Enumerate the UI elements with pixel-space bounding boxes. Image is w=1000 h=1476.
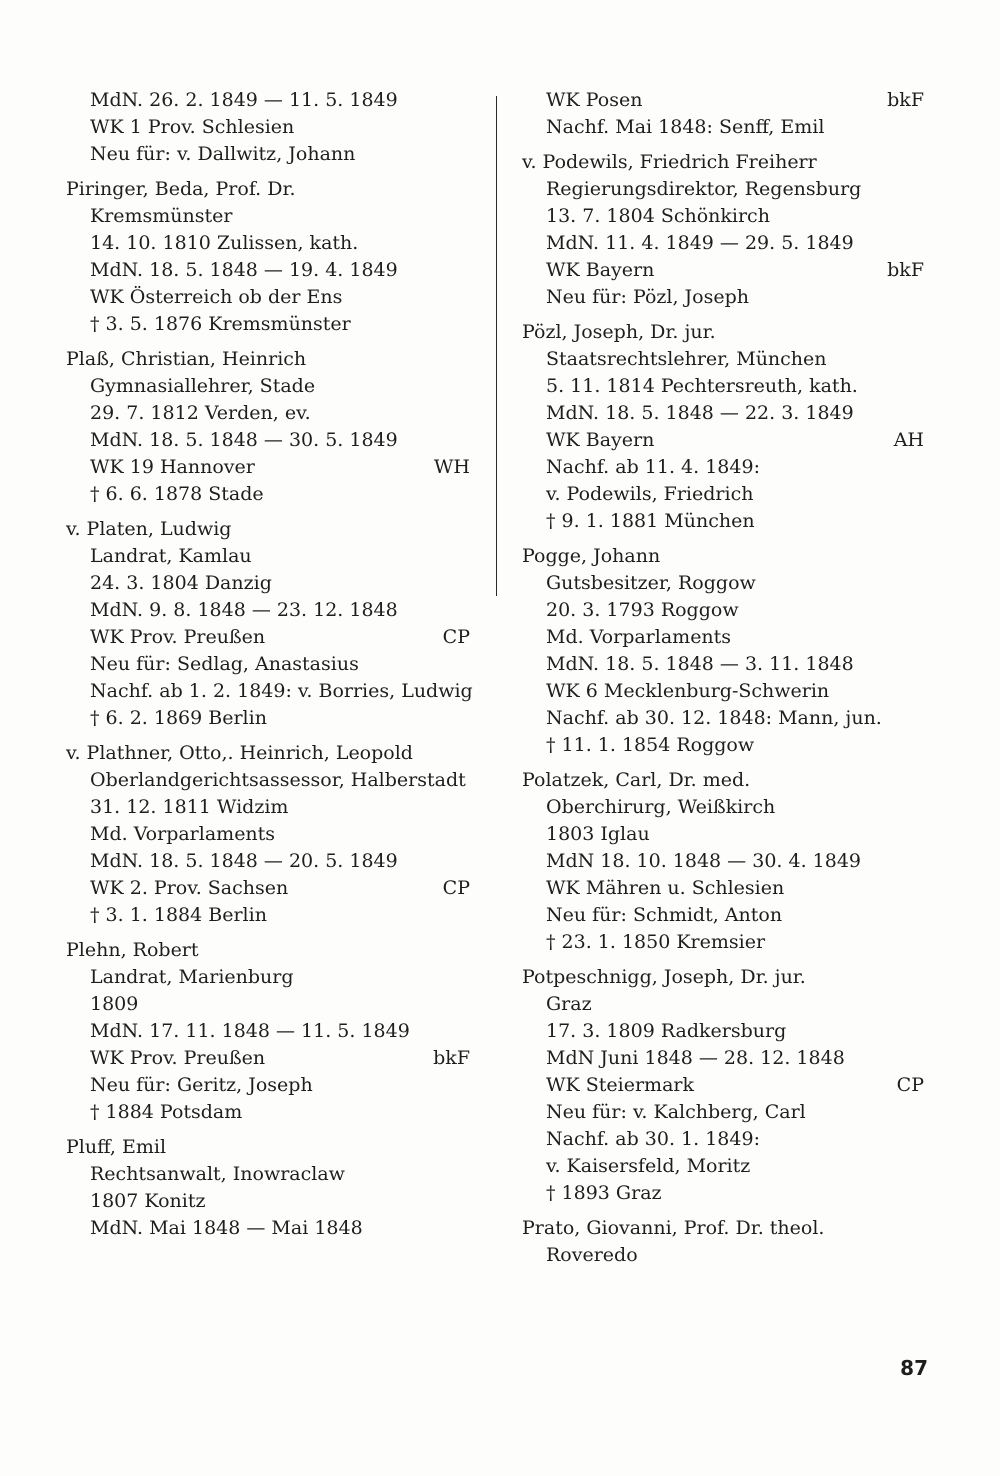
- entry-line: [522, 1153, 924, 1180]
- entry-text: Potpeschnigg, Joseph, Dr. jur.: [522, 966, 806, 988]
- entry-name: [66, 937, 470, 964]
- entry-line: [522, 427, 924, 454]
- entry-text: Prato, Giovanni, Prof. Dr. theol.: [522, 1217, 825, 1239]
- entry-text: MdN. 18. 5. 1848 — 22. 3. 1849: [546, 402, 854, 424]
- entry-text: 1809: [90, 993, 139, 1015]
- entry-text: Md. Vorparlaments: [546, 626, 732, 648]
- entry-line: [522, 624, 924, 651]
- entry-text: MdN. 17. 11. 1848 — 11. 5. 1849: [90, 1020, 410, 1042]
- entry-text: Pogge, Johann: [522, 545, 661, 567]
- register-entry: [522, 149, 924, 311]
- entry-line: [66, 373, 470, 400]
- entry-text: Nachf. ab 11. 4. 1849:: [546, 456, 760, 478]
- entry-name: [66, 516, 470, 543]
- entry-line: [66, 141, 470, 168]
- entry-line: [522, 508, 924, 535]
- entry-line: [522, 705, 924, 732]
- entry-text: MdN 18. 10. 1848 — 30. 4. 1849: [546, 850, 862, 872]
- party-abbreviation: CP: [896, 1074, 924, 1096]
- entry-name: [66, 740, 470, 767]
- entry-text: Oberchirurg, Weißkirch: [546, 796, 776, 818]
- entry-text: Neu für: Geritz, Joseph: [90, 1074, 313, 1096]
- entry-text: † 3. 5. 1876 Kremsmünster: [90, 313, 351, 335]
- entry-line: [66, 311, 470, 338]
- entry-line: [66, 1161, 470, 1188]
- entry-line: [66, 284, 470, 311]
- entry-text: Kremsmünster: [90, 205, 233, 227]
- entry-line: [522, 1045, 924, 1072]
- entry-text: Gutsbesitzer, Roggow: [546, 572, 756, 594]
- column-divider: [496, 96, 497, 596]
- entry-line: [66, 1045, 470, 1072]
- entry-line: [66, 1215, 470, 1242]
- entry-line: [66, 821, 470, 848]
- entry-text: Pluff, Emil: [66, 1136, 167, 1158]
- entry-text: † 9. 1. 1881 München: [546, 510, 755, 532]
- entry-text: v. Podewils, Friedrich: [546, 483, 754, 505]
- register-entry: [522, 964, 924, 1207]
- entry-text: MdN. 18. 5. 1848 — 3. 11. 1848: [546, 653, 854, 675]
- entry-line: [522, 1099, 924, 1126]
- entry-text: Polatzek, Carl, Dr. med.: [522, 769, 751, 791]
- register-entry: [522, 543, 924, 759]
- entry-text: WK 2. Prov. Sachsen: [90, 877, 289, 899]
- entry-line: [522, 284, 924, 311]
- entry-name: [522, 149, 924, 176]
- entry-line: [66, 991, 470, 1018]
- entry-line: [66, 570, 470, 597]
- entry-text: Neu für: Schmidt, Anton: [546, 904, 783, 926]
- entry-text: Landrat, Marienburg: [90, 966, 294, 988]
- entry-line: [66, 87, 470, 114]
- entry-line: [66, 651, 470, 678]
- entry-text: Pözl, Joseph, Dr. jur.: [522, 321, 716, 343]
- entry-line: [66, 902, 470, 929]
- party-abbreviation: CP: [442, 626, 470, 648]
- entry-line: [522, 114, 924, 141]
- entry-text: Roveredo: [546, 1244, 638, 1266]
- entry-line: [66, 767, 470, 794]
- entry-line: [522, 875, 924, 902]
- entry-name: [522, 1215, 924, 1242]
- entry-text: 31. 12. 1811 Widzim: [90, 796, 289, 818]
- entry-text: v. Plathner, Otto,. Heinrich, Leopold: [66, 742, 413, 764]
- entry-line: [66, 543, 470, 570]
- entry-line: [522, 821, 924, 848]
- entry-text: † 6. 6. 1878 Stade: [90, 483, 264, 505]
- entry-text: Graz: [546, 993, 592, 1015]
- party-abbreviation: bkF: [433, 1047, 470, 1069]
- entry-line: [522, 1126, 924, 1153]
- entry-text: † 3. 1. 1884 Berlin: [90, 904, 267, 926]
- register-entry: [66, 346, 470, 508]
- entry-line: [66, 794, 470, 821]
- entry-text: 29. 7. 1812 Verden, ev.: [90, 402, 311, 424]
- entry-line: [66, 624, 470, 651]
- register-entry: [66, 516, 473, 732]
- entry-text: Nachf. ab 30. 12. 1848: Mann, jun.: [546, 707, 882, 729]
- entry-text: v. Platen, Ludwig: [66, 518, 232, 540]
- entry-text: WK 6 Mecklenburg-Schwerin: [546, 680, 830, 702]
- entry-name: [522, 319, 924, 346]
- entry-line: [66, 400, 470, 427]
- right-column: [522, 87, 924, 1277]
- entry-text: 1807 Konitz: [90, 1190, 206, 1212]
- entry-line: [66, 1099, 470, 1126]
- entry-text: WK 19 Hannover: [90, 456, 255, 478]
- entry-text: Oberlandgerichtsassessor, Halberstadt: [90, 769, 466, 791]
- left-column: [66, 87, 473, 1250]
- entry-text: † 11. 1. 1854 Roggow: [546, 734, 755, 756]
- entry-text: WK Prov. Preußen: [90, 626, 266, 648]
- entry-text: WK Steiermark: [546, 1074, 695, 1096]
- entry-text: MdN. Mai 1848 — Mai 1848: [90, 1217, 363, 1239]
- entry-line: [522, 203, 924, 230]
- entry-name: [66, 1134, 470, 1161]
- entry-text: WK Prov. Preußen: [90, 1047, 266, 1069]
- entry-text: Plehn, Robert: [66, 939, 199, 961]
- entry-name: [522, 543, 924, 570]
- entry-line: [522, 400, 924, 427]
- entry-line: [66, 678, 473, 705]
- entry-line: [66, 257, 470, 284]
- entry-line: [66, 964, 470, 991]
- register-entry: [522, 87, 924, 141]
- entry-line: [66, 848, 470, 875]
- entry-line: [66, 203, 470, 230]
- entry-text: Staatsrechtslehrer, München: [546, 348, 827, 370]
- entry-line: [66, 875, 470, 902]
- entry-line: [522, 597, 924, 624]
- entry-name: [66, 346, 470, 373]
- register-entry: [66, 176, 470, 338]
- entry-line: [522, 230, 924, 257]
- entry-text: Neu für: Pözl, Joseph: [546, 286, 750, 308]
- entry-line: [66, 230, 470, 257]
- entry-text: † 1884 Potsdam: [90, 1101, 243, 1123]
- entry-line: [66, 114, 470, 141]
- entry-line: [522, 848, 924, 875]
- entry-line: [522, 570, 924, 597]
- entry-line: [522, 991, 924, 1018]
- entry-text: WK Bayern: [546, 259, 655, 281]
- entry-name: [522, 964, 924, 991]
- entry-line: [66, 705, 470, 732]
- entry-text: WK Bayern: [546, 429, 655, 451]
- entry-line: [522, 454, 924, 481]
- entry-text: † 1893 Graz: [546, 1182, 662, 1204]
- entry-text: Neu für: Sedlag, Anastasius: [90, 653, 359, 675]
- entry-line: [522, 373, 924, 400]
- entry-text: MdN. 18. 5. 1848 — 19. 4. 1849: [90, 259, 398, 281]
- entry-text: MdN Juni 1848 — 28. 12. 1848: [546, 1047, 845, 1069]
- party-abbreviation: bkF: [887, 89, 924, 111]
- entry-line: [66, 481, 470, 508]
- entry-text: 24. 3. 1804 Danzig: [90, 572, 272, 594]
- register-entry: [522, 319, 924, 535]
- party-abbreviation: CP: [442, 877, 470, 899]
- entry-text: † 6. 2. 1869 Berlin: [90, 707, 267, 729]
- entry-text: 20. 3. 1793 Roggow: [546, 599, 739, 621]
- entry-text: 1803 Iglau: [546, 823, 650, 845]
- entry-line: [522, 176, 924, 203]
- entry-text: Regierungsdirektor, Regensburg: [546, 178, 862, 200]
- entry-line: [66, 1018, 470, 1045]
- party-abbreviation: WH: [433, 456, 470, 478]
- entry-line: [522, 87, 924, 114]
- entry-line: [522, 481, 924, 508]
- entry-text: Neu für: v. Kalchberg, Carl: [546, 1101, 806, 1123]
- entry-text: MdN. 18. 5. 1848 — 20. 5. 1849: [90, 850, 398, 872]
- entry-line: [522, 1018, 924, 1045]
- entry-text: v. Podewils, Friedrich Freiherr: [522, 151, 817, 173]
- entry-text: MdN. 18. 5. 1848 — 30. 5. 1849: [90, 429, 398, 451]
- entry-text: MdN. 9. 8. 1848 — 23. 12. 1848: [90, 599, 398, 621]
- entry-line: [522, 794, 924, 821]
- entry-text: Plaß, Christian, Heinrich: [66, 348, 307, 370]
- party-abbreviation: bkF: [887, 259, 924, 281]
- entry-text: WK Posen: [546, 89, 643, 111]
- entry-line: [66, 1072, 470, 1099]
- register-entry: [66, 1134, 470, 1242]
- entry-text: MdN. 11. 4. 1849 — 29. 5. 1849: [546, 232, 854, 254]
- entry-line: [522, 1072, 924, 1099]
- register-entry: [66, 87, 470, 168]
- entry-text: Rechtsanwalt, Inowraclaw: [90, 1163, 345, 1185]
- register-entry: [522, 767, 924, 956]
- entry-line: [522, 1242, 924, 1269]
- entry-line: [522, 1180, 924, 1207]
- page-number: 87: [900, 1356, 928, 1380]
- party-abbreviation: AH: [893, 429, 924, 451]
- register-entry: [66, 740, 470, 929]
- entry-line: [522, 678, 924, 705]
- entry-line: [522, 346, 924, 373]
- entry-text: v. Kaisersfeld, Moritz: [546, 1155, 751, 1177]
- entry-text: Nachf. ab 30. 1. 1849:: [546, 1128, 760, 1150]
- entry-text: Landrat, Kamlau: [90, 545, 252, 567]
- entry-text: Md. Vorparlaments: [90, 823, 276, 845]
- entry-line: [66, 597, 470, 624]
- entry-line: [522, 257, 924, 284]
- entry-text: † 23. 1. 1850 Kremsier: [546, 931, 766, 953]
- entry-text: 13. 7. 1804 Schönkirch: [546, 205, 770, 227]
- entry-text: Nachf. Mai 1848: Senff, Emil: [546, 116, 825, 138]
- entry-line: [522, 732, 924, 759]
- entry-line: [66, 427, 470, 454]
- entry-line: [522, 902, 924, 929]
- entry-line: [66, 1188, 470, 1215]
- entry-text: WK Mähren u. Schlesien: [546, 877, 785, 899]
- entry-text: 5. 11. 1814 Pechtersreuth, kath.: [546, 375, 858, 397]
- entry-line: [522, 929, 924, 956]
- entry-text: MdN. 26. 2. 1849 — 11. 5. 1849: [90, 89, 398, 111]
- entry-text: WK Österreich ob der Ens: [90, 286, 343, 308]
- entry-text: WK 1 Prov. Schlesien: [90, 116, 295, 138]
- entry-text: Nachf. ab 1. 2. 1849: v. Borries, Ludwig: [90, 680, 473, 702]
- entry-text: Gymnasiallehrer, Stade: [90, 375, 316, 397]
- entry-name: [66, 176, 470, 203]
- register-entry: [522, 1215, 924, 1269]
- entry-line: [66, 454, 470, 481]
- register-entry: [66, 937, 470, 1126]
- entry-text: 17. 3. 1809 Radkersburg: [546, 1020, 787, 1042]
- entry-line: [522, 651, 924, 678]
- entry-text: Neu für: v. Dallwitz, Johann: [90, 143, 356, 165]
- entry-name: [522, 767, 924, 794]
- entry-text: 14. 10. 1810 Zulissen, kath.: [90, 232, 359, 254]
- entry-text: Piringer, Beda, Prof. Dr.: [66, 178, 296, 200]
